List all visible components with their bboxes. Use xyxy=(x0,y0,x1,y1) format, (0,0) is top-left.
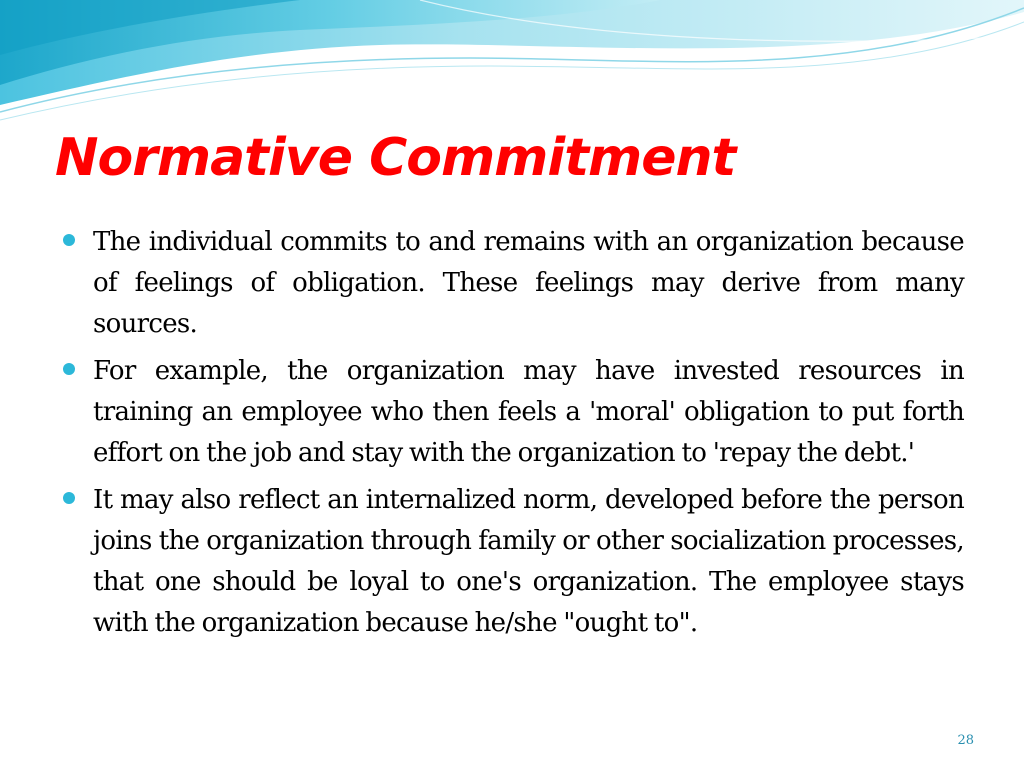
bullet-text: For example, the organization may have invested resources in training an employee who then feels a 'moral' obligation to put forth effort on the job and stay with the organization to 'repay the debt.' xyxy=(93,356,964,468)
decorative-wave-header xyxy=(0,0,1024,130)
bullet-dot-icon xyxy=(63,492,75,504)
bullet-item xyxy=(62,222,964,345)
bullet-text: The individual commits to and remains with an organization because of feelings of obligation. These feelings may derive from many sources. xyxy=(93,227,964,339)
slide-title: Normative Commitment xyxy=(55,128,736,188)
bullet-list xyxy=(62,222,964,650)
page-number: 28 xyxy=(957,733,974,748)
bullet-item xyxy=(62,480,964,644)
bullet-item xyxy=(62,351,964,474)
bullet-dot-icon xyxy=(63,234,75,246)
bullet-dot-icon xyxy=(63,363,75,375)
bullet-text: It may also reflect an internalized norm, developed before the person joins the organization through family or other socialization processes, that one should be loyal to one's organization. The employee stays with the organization because he/she "ought to". xyxy=(93,485,964,638)
